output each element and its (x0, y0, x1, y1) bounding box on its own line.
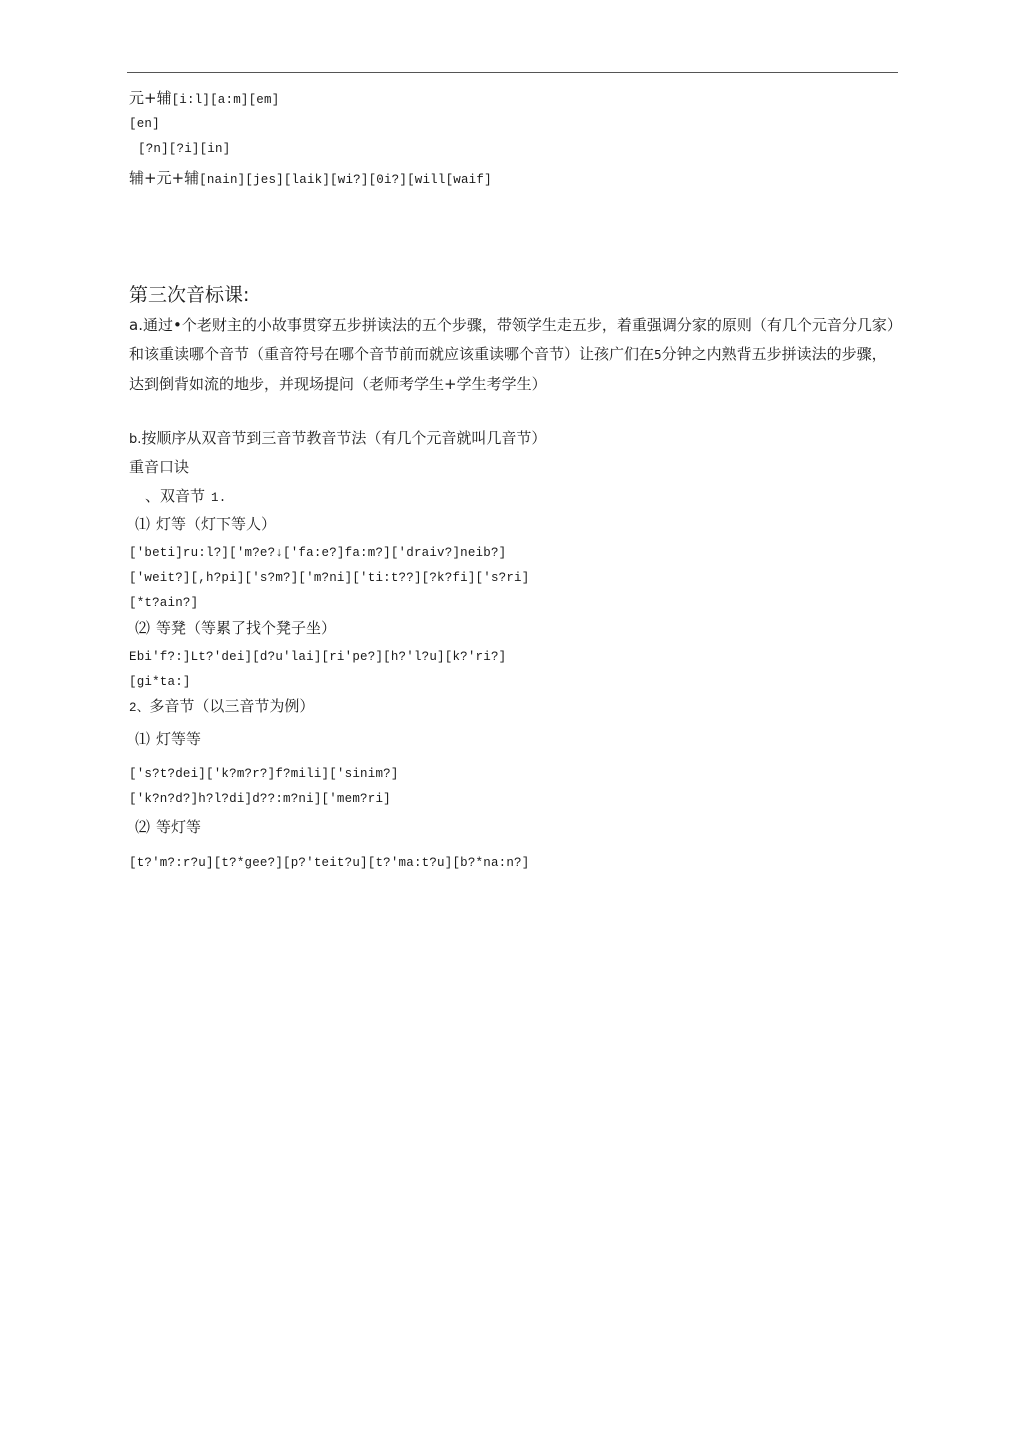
paragraph-b-text: 按顺序从双音节到三音节教音节法（有几个元音就叫几音节） (141, 429, 547, 447)
ipa-line-1: ['beti]ru:l?]['m?e?↓['fa:e?]fa:m?]['draiv?]neib?] (129, 546, 507, 560)
item-2-label: 等凳（等累了找个凳子坐） (156, 619, 337, 637)
item-4-label: 等灯等 (156, 818, 202, 836)
stress-title: 重音口诀 (129, 458, 190, 476)
bisyllable-number: 1. (211, 491, 227, 505)
ipa-nasal-line: [?n][?i][in] (138, 142, 231, 156)
ipa-line-3: [*t?ain?] (129, 596, 199, 610)
paragraph-a-number: 5 (654, 348, 662, 362)
vowel-consonant-ipa: [i:l][a:m][em] (171, 93, 280, 107)
paragraph-a (129, 311, 899, 399)
item-4 (135, 817, 201, 837)
cvc-line (129, 168, 492, 190)
ipa-line-2: ['weit?][,h?pi]['s?m?]['m?ni]['ti:t??][?k?fi]['s?ri] (129, 571, 530, 585)
ipa-line-4: Ebi'f?:]Lt?'dei][d?u'lai][ri'pe?][h?'l?u][k?'ri?] (129, 650, 507, 664)
bisyllable-line (145, 486, 226, 508)
paragraph-a-end: 分钟之内熟背五步拼读法的步骤，达到倒背如流的地步，并现场提问（老师考学生+学生考学生） (129, 345, 887, 393)
multi-syllable-label: 多音节（以三音节为例） (149, 697, 315, 715)
item-1 (135, 514, 276, 534)
ipa-line-7: ['k?n?d?]h?l?di]d??:m?ni]['mem?ri] (129, 792, 391, 806)
item-3 (135, 729, 201, 749)
header-rule (127, 72, 898, 73)
paragraph-a-text: 通过•个老财主的小故事贯穿五步拼读法的五个步骤，带领学生走五步，着重强调分家的原则（有几个元音分几家）和该重读哪个音节（重音符号在哪个音节前而就应该重读哪个音节）让孩广们在 (129, 316, 895, 363)
item-1-number: ⑴ (135, 515, 151, 533)
paragraph-b-prefix: b. (129, 432, 142, 447)
item-2-number: ⑵ (135, 619, 151, 637)
section-heading: 第三次音标课: (129, 284, 250, 306)
item-4-number: ⑵ (135, 818, 151, 836)
bisyllable-label: 、双音节 (145, 487, 206, 505)
multi-syllable-number: 2、 (129, 701, 150, 715)
item-3-label: 灯等等 (156, 730, 202, 748)
ipa-line-5: [gi*ta:] (129, 675, 191, 689)
ipa-line-8: [t?'m?:r?u][t?*gee?][p?'teit?u][t?'ma:t?u][b?*na:n?] (129, 856, 530, 870)
ipa-en-line: [en] (129, 117, 160, 131)
vowel-consonant-label: 元+辅 (129, 89, 172, 107)
paragraph-a-prefix: a. (129, 316, 143, 334)
item-2 (135, 618, 336, 638)
multi-syllable-line (129, 696, 314, 718)
vowel-consonant-line (129, 88, 279, 110)
cvc-label: 辅+元+辅 (129, 169, 200, 187)
cvc-ipa: [nain][jes][laik][wi?][0i?][will[waif] (199, 173, 492, 187)
paragraph-b (129, 428, 546, 450)
item-1-label: 灯等（灯下等人） (156, 515, 277, 533)
ipa-line-6: ['s?t?dei]['k?m?r?]f?mili]['sinim?] (129, 767, 399, 781)
item-3-number: ⑴ (135, 730, 151, 748)
